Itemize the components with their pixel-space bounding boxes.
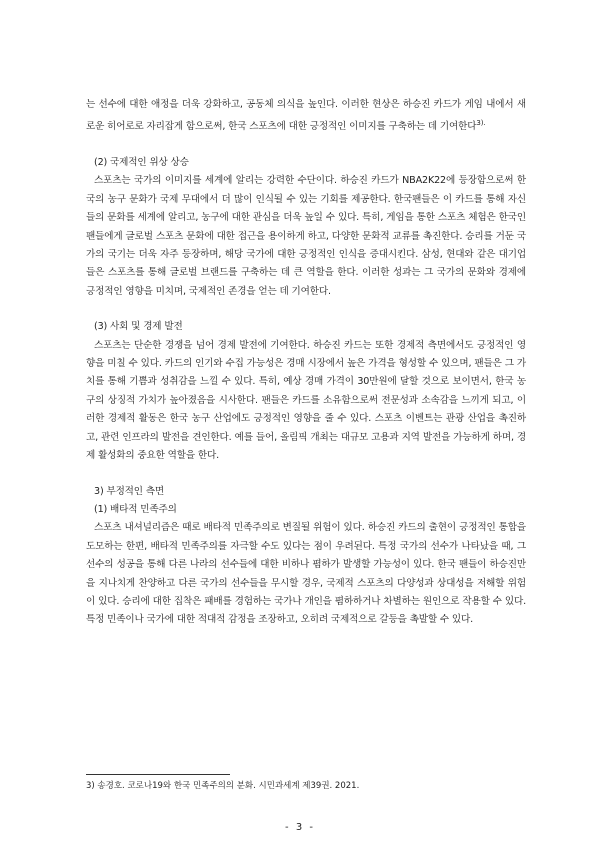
footnote-divider (86, 774, 230, 775)
footnote-reference: 3). (476, 119, 486, 128)
section-body-international-status: 스포츠는 국가의 이미지를 세계에 알리는 강력한 수단이다. 하승진 카드가 NBA2K22에 등장함으로써 한국의 농구 문화가 국제 무대에서 더 많이 인식될 수 있는 기회를 제공한다. 한국팬들은 이 카드를 통해 자신들의 문화를 세계에 알리고, 농구에 대한 관심을 더욱 높일 수 있다. 특히, 게임을 통한 스포츠 체험은 한국인 팬들에게 글로벌 스포츠 문화에 대한 접근을 용이하게 하고, 다양한 문화적 교류를 촉진한다. 승리를 거둔 국가의 국기는 더욱 자주 등장하며, 해당 국가에 대한 긍정적인 인식을 증대시킨다. 삼성, 현대와 같은 대기업들은 스포츠를 통해 글로벌 브랜드를 구축하는 데 큰 역할을 한다. 이러한 성과는 그 국가의 문화와 경제에 긍정적인 영향을 미치며, 국제적인 존경을 얻는 데 기여한다. (86, 175, 526, 297)
section-body-social-economic: 스포츠는 단순한 경쟁을 넘어 경제 발전에 기여한다. 하승진 카드는 또한 경제적 측면에서도 긍정적인 영향을 미칠 수 있다. 카드의 인기와 수집 가능성은 경매 시장에서 높은 가격을 형성할 수 있으며, 팬들은 그 가치를 통해 기쁨과 성취감을 느낄 수 있다. 특히, 예상 경매 가격이 30만원에 달할 것으로 보이면서, 한국 농구의 상징적 가치가 높아졌음을 시사한다. 팬들은 카드를 소유함으로써 전문성과 소속감을 느끼게 되고, 이러한 경제적 활동은 한국 농구 산업에도 긍정적인 영향을 줄 수 있다. 스포츠 이벤트는 관광 산업을 촉진하고, 관련 인프라의 발전을 견인한다. 예를 들어, 올림픽 개최는 대규모 고용과 지역 발전을 가능하게 하며, 경제 활성화의 중요한 역할을 한다. (86, 339, 526, 462)
intro-paragraph (86, 96, 526, 137)
section-heading-international-status: (2) 국제적인 위상 상승 (94, 157, 189, 168)
subsection-heading-exclusive-nationalism: (1) 배타적 민족주의 (94, 503, 177, 515)
section-heading-social-economic: (3) 사회 및 경제 발전 (94, 321, 183, 333)
document-body (86, 96, 526, 630)
intro-text: 는 선수에 대한 애정을 더욱 강화하고, 공동체 의식을 높인다. 이러한 현상은 하승진 카드가 게임 내에서 새로운 히어로로 자리잡게 함으로써, 한국 스포츠에 대한 긍정적인 이미지를 구축하는 데 기여한다 (86, 99, 526, 133)
page-number: - 3 - (285, 822, 315, 833)
section-heading-negative-aspects: 3) 부정적인 측면 (94, 485, 165, 497)
footnote: 3) 송경호. 코로나19와 한국 민족주의의 분화. 시민과세계 제39권. 2021. (86, 781, 360, 791)
section-body-exclusive-nationalism: 스포츠 내셔널리즘은 때로 배타적 민족주의로 변질될 위험이 있다. 하승진 카드의 출현이 긍정적인 통합을 도모하는 한편, 배타적 민족주의를 자극할 수도 있다는 점이 우려된다. 특정 국가의 선수가 나타났을 때, 그 선수의 성공을 통해 다른 나라의 선수들에 대한 비하나 폄하가 발생할 가능성이 있다. 한국 팬들이 하승진만을 지나치게 찬양하고 다른 국가의 선수들을 무시할 경우, 국제적 스포츠의 다양성과 상대성을 저해할 위험이 있다. 승리에 대한 집착은 패배를 경험하는 국가나 개인을 폄하하거나 차별하는 원인으로 작용할 수 있다. 특정 민족이나 국가에 대한 적대적 감정을 조장하고, 오히려 국제적으로 갈등을 촉발할 수 있다. (86, 522, 526, 626)
